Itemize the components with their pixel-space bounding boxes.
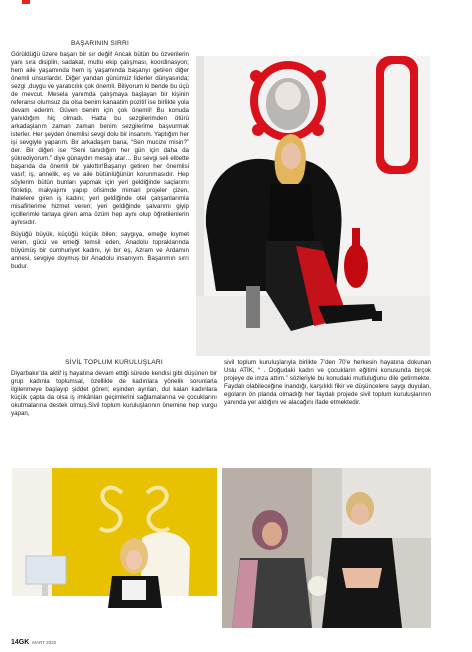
section2-paragraph-right: sivil toplum kuruluşlarıyla birlikte 7’den 70’e herkesin hayatına dokunan Uslu ATİK, “ . Doğudaki kadın ve çocukların eğitimi konusunda birçok projeye de imza attım.” sözleriyle bu konudaki mutluluğunu dile getirmekte. Faydalı olabileceğine inandığı, karşılıklı fikir ve düşüncelere saygı duyulan, egoların ön planda olmadığı her faydalı projede sivil toplum kuruluşlarının yanında yer aldığını ve alacağını ifade etmektedir.	[224, 359, 431, 406]
section2-heading: SİVİL TOPLUM KURULUŞLARI	[65, 359, 163, 366]
issue-date: MART 2020	[32, 640, 57, 645]
section1-paragraph-1: Görüldüğü üzere başarı bir sır değil! Ancak bütün bu özverilerin yanı sıra disiplin, sadakat, mutlu ekip çalışması, koordinasyon; hem aile yaşamında hem iş yaşamında başarıyı getiren diğer önemli unsurlardır. Diğer yandan günümüz liderler dünyasında; sezgi ,duygu ve yaratıcılık çok önemli. Biliyorum ki bende bu üçü de mevcut. Mesela yanımda çalışmaya başlayan bir kişinin referansı olumsuz da olsa benim kanaatim pozitif ise birlikte yola devam ederim. Güven benim için çok önemli! Bu konuda yanıldığım hiç olmadı. Hatta bu sezgilerimden ötürü arkadaşlarım zaman zaman benim sezgilerime başvurmak isterler. Her şeyden önemlisi sevgi dolu bir insanım. Yaptığım her işi sevgiyle yaparım. Bir arkadaşım bana, “Sen mucize misin?” der. Bir diğeri ise “Seni tanıdığım her gün için daha da şükrediyorum.” diye günaydın mesajı atar… Bu sevgi seli elbette başarıda da önemli bir yakıttır!Başarıyı getiren her önemlisi vasıf; iş, annelik, eş ve aile bütünlüğünün korunmasıdır. Hep söylerim bütün bunları yapmak için yeri geldiğinde saçlarımı fönletip, makyajımı yapıp ofisimde mimari projeler çizen, ihalelere giren iş kadını; yeri geldiğinde otel çalışanlarımla misafirlerime hizmet veren; yeri geldiğinde şalvarımı giyip içcillerimle tarlaya giren ama özüm hep aynı olup öğretilenlerin aynısıdır.	[11, 51, 189, 226]
portrait-photo	[196, 56, 430, 356]
page-number: 14	[11, 639, 19, 646]
section2-paragraph-left: Diyarbakır’da aktif iş hayatına devam ettiği sürede kendisi gibi düşünen bir grup kadınla toplumsal, özellikle de kadınlara yönelik sorunlarla ilgilenmeye başlayıp şiddet gören; eşinden ayrılan, dul kalan kadınlara küçük çapta da olsa iş imkânları geçimlerini sağlamalarına ve çocuklarını okutmalarına destek olmuş.Sivil toplum kuruluşlarının önemine hep vurgu yapan,	[11, 370, 217, 417]
top-accent-mark	[22, 0, 30, 4]
top-strip	[0, 0, 472, 10]
magazine-logo: GK	[18, 639, 30, 646]
knitting-photo	[222, 468, 431, 628]
section1-paragraph-2: Büyüğü büyük, küçüğü küçük bilen; saygıya, emeğe kıymet veren, gücü ve emeği temsil eden, Anadolu topraklarında büyümüş bir cumhuriyet kadını, iyi bir eş, Azram ve Ardamın annesi, sevgiye doymuş bir Anadolu insanıyım. Başarımın sırrı budur.	[11, 231, 189, 270]
section2-right-column	[224, 359, 431, 411]
section2-left-column	[11, 359, 217, 422]
page-footer	[11, 639, 56, 646]
section1-heading: BAŞARININ SIRRI	[71, 40, 129, 47]
section1-column	[11, 40, 189, 275]
office-photo	[12, 468, 217, 628]
